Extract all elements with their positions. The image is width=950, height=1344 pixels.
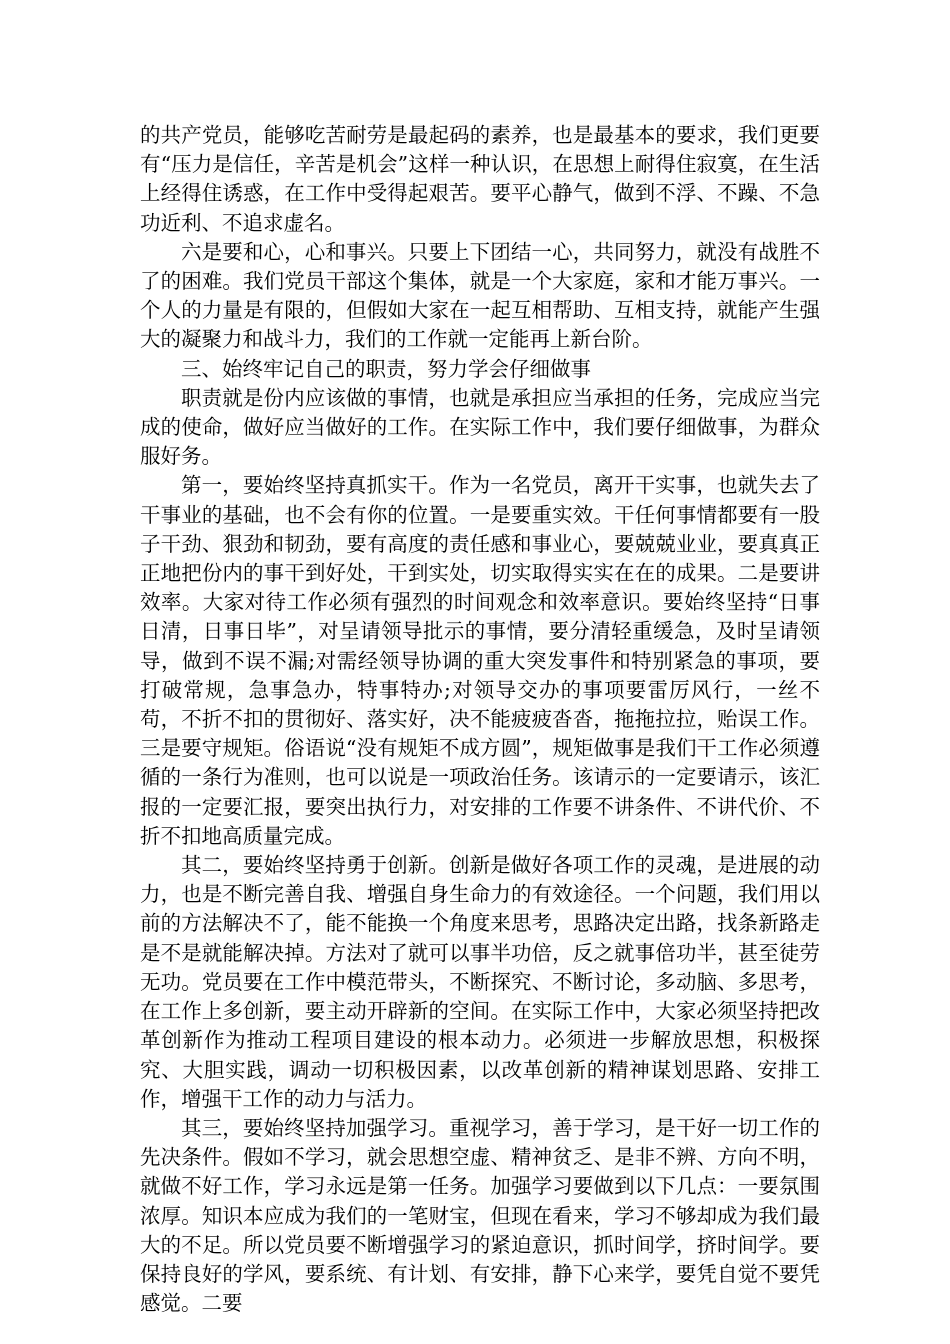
- paragraph-second-innovation: 其二，要始终坚持勇于创新。创新是做好各项工作的灵魂，是进展的动力，也是不断完善自我、增强自身生命力的有效途径。一个问题，我们用以前的方法解决不了，能不能换一个角度来思考，思路决定出路，找条新路走是不是就能解决掉。方法对了就可以事半功倍，反之就事倍功半，甚至徒劳无功。党员要在工作中模范带头，不断探究、不断讨论，多动脑、多思考，在工作上多创新，要主动开辟新的空间。在实际工作中，大家必须坚持把改革创新作为推动工程项目建设的根本动力。必须进一步解放思想，积极探究、大胆实践，调动一切积极因素，以改革创新的精神谋划思路、安排工作，增强干工作的动力与活力。: [140, 853, 820, 1111]
- paragraph-first-practical-work: 第一，要始终坚持真抓实干。作为一名党员，离开干实事，也就失去了干事业的基础，也不会有你的位置。一是要重实效。干任何事情都要有一股子干劲、狠劲和韧劲，要有高度的责任感和事业心，要兢兢业业，要真真正正地把份内的事干到好处，干到实处，切实取得实实在在的成果。二是要讲效率。大家对待工作必须有强烈的时间观念和效率意识。要始终坚持“日事日清，日事日毕”，对呈请领导批示的事情，要分清轻重缓急，及时呈请领导，做到不误不漏;对需经领导协调的重大突发事件和特别紧急的事项，要打破常规，急事急办，特事特办;对领导交办的事项要雷厉风行，一丝不苟，不折不扣的贯彻好、落实好，决不能疲疲沓沓，拖拖拉拉，贻误工作。三是要守规矩。俗语说“没有规矩不成方圆”，规矩做事是我们干工作必须遵循的一条行为准则，也可以说是一项政治任务。该请示的一定要请示，该汇报的一定要汇报，要突出执行力，对安排的工作要不讲条件、不讲代价、不折不扣地高质量完成。: [140, 473, 820, 848]
- paragraph-continuation: 的共产党员，能够吃苦耐劳是最起码的素养，也是最基本的要求，我们更要有“压力是信任，辛苦是机会”这样一种认识，在思想上耐得住寂寞，在生活上经得住诱惑，在工作中受得起艰苦。要平心静气，做到不浮、不躁、不急功近利、不追求虚名。: [140, 123, 820, 235]
- paragraph-harmony: 六是要和心，心和事兴。只要上下团结一心，共同努力，就没有战胜不了的困难。我们党员干部这个集体，就是一个大家庭，家和才能万事兴。一个人的力量是有限的，但假如大家在一起互相帮助、互相支持，就能产生强大的凝聚力和战斗力，我们的工作就一定能再上新台阶。: [140, 239, 820, 352]
- section-heading-three: 三、始终牢记自己的职责，努力学会仔细做事: [181, 356, 591, 381]
- paragraph-responsibility: 职责就是份内应该做的事情，也就是承担应当承担的任务，完成应当完成的使命，做好应当做好的工作。在实际工作中，我们要仔细做事，为群众服好务。: [140, 385, 820, 469]
- document-page: [140, 121, 820, 1318]
- paragraph-third-learning: 其三，要始终坚持加强学习。重视学习，善于学习，是干好一切工作的先决条件。假如不学习，就会思想空虚、精神贫乏、是非不辨、方向不明，就做不好工作，学习永远是第一任务。加强学习要做到以下几点：一要氛围浓厚。知识本应成为我们的一笔财宝，但现在看来，学习不够却成为我们最大的不足。所以党员要不断增强学习的紧迫意识，抓时间学，挤时间学。要保持良好的学风，要系统、有计划、有安排，静下心来学，要凭自觉不要凭感觉。二要: [140, 1115, 820, 1316]
